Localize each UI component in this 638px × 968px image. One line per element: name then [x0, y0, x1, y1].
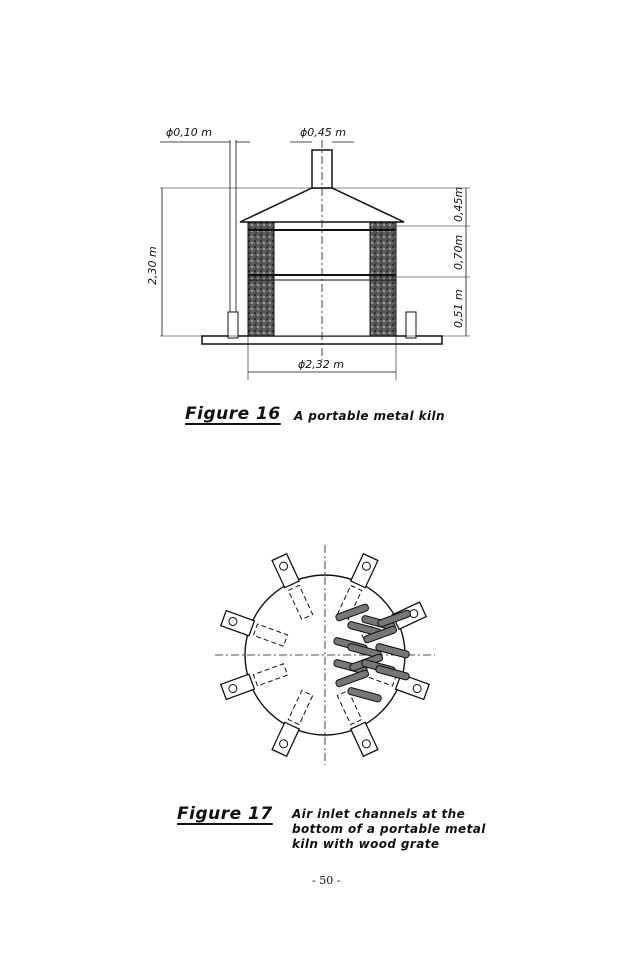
figure-17-caption-line-1: Air inlet channels at the [292, 807, 466, 821]
figure-17-caption-line-2: bottom of a portable metal [292, 822, 486, 836]
dim-top-height: 0,45m [452, 186, 465, 222]
figure-16-drawing [140, 120, 480, 390]
dim-chimney-diameter: ϕ0,45 m [300, 126, 346, 139]
figure-17-label: Figure 17 [177, 804, 273, 824]
figure-17-caption-line-3: kiln with wood grate [292, 837, 440, 851]
dim-total-height: 2,30 m [146, 246, 159, 285]
dim-pipe-diameter: ϕ0,10 m [166, 126, 212, 139]
dim-middle-height: 0,70m [452, 234, 465, 270]
figure-16-label: Figure 16 [185, 404, 281, 424]
page-number: - 50 - [312, 874, 341, 887]
dim-bottom-height: 0,51 m [452, 289, 465, 328]
figure-17-caption [292, 807, 486, 852]
dim-base-diameter: ϕ2,32 m [298, 358, 344, 371]
figure-16-caption: A portable metal kiln [294, 409, 445, 423]
figure-17-drawing [205, 535, 455, 775]
